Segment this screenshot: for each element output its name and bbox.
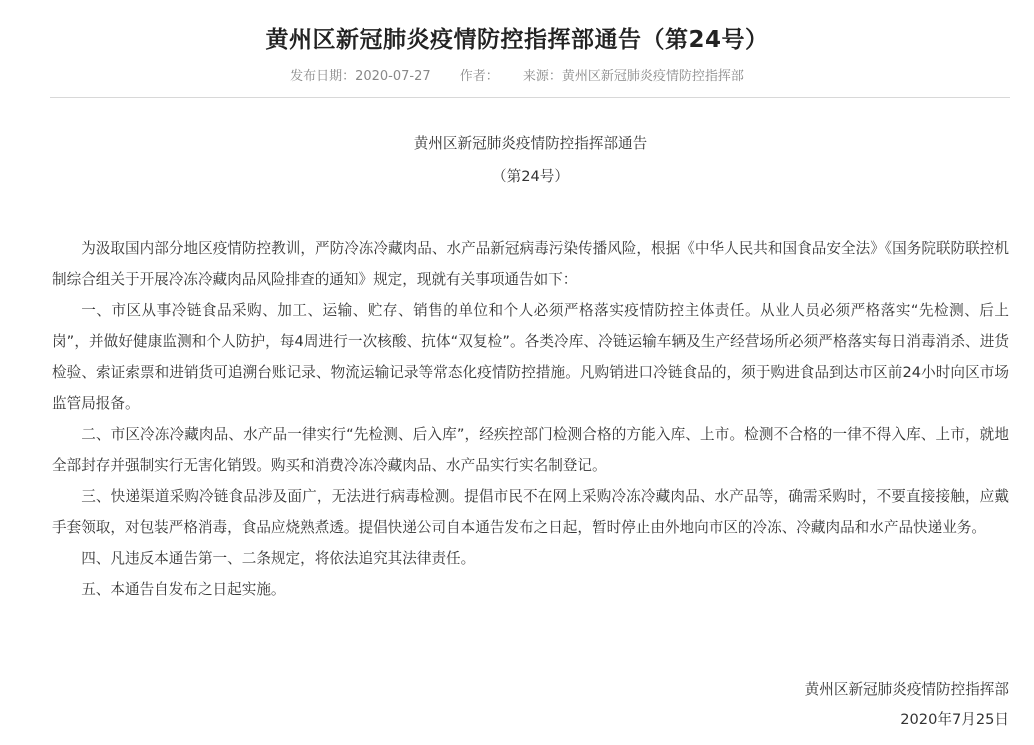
paragraph-intro: 为汲取国内部分地区疫情防控教训，严防冷冻冷藏肉品、水产品新冠病毒污染传播风险，根据《中华人民共和国食品安全法》《国务院联防联控机制综合组关于开展冷冻冷藏肉品风险排查的通知》规定，现就有关事项通告如下： [52, 240, 1009, 288]
article-title: 黄州区新冠肺炎疫情防控指挥部通告（第24号） [265, 27, 769, 53]
notice-number: （第24号） [492, 168, 569, 185]
article-content [52, 128, 1009, 605]
source: 来源：黄州区新冠肺炎疫情防控指挥部 [522, 69, 744, 84]
paragraph-item-2: 二、市区冷冻冷藏肉品、水产品一律实行“先检测、后入库”，经疾控部门检测合格的方能入库、上市。检测不合格的一律不得入库、上市，就地全部封存并强制实行无害化销毁。购买和消费冷冻冷藏肉品、水产品实行实名制登记。 [52, 426, 1009, 474]
signature-date: 2020年7月25日 [900, 711, 1009, 728]
paragraph-item-5: 五、本通告自发布之日起实施。 [81, 581, 286, 598]
paragraph-item-1: 一、市区从事冷链食品采购、加工、运输、贮存、销售的单位和个人必须严格落实疫情防控主体责任。从业人员必须严格落实“先检测、后上岗”，并做好健康监测和个人防护，每4周进行一次核酸、抗体“双复检”。各类冷库、冷链运输车辆及生产经营场所必须严格落实每日消毒消杀、进货检验、索证索票和进销货可追溯台账记录、物流运输记录等常态化疫情防控措施。凡购销进口冷链食品的，须于购进食品到达市区前24小时向区市场监管局报备。 [52, 302, 1009, 412]
notice-title: 黄州区新冠肺炎疫情防控指挥部通告 [413, 135, 648, 152]
article-meta [0, 67, 1034, 87]
content-spacer [52, 192, 1009, 233]
signature-org: 黄州区新冠肺炎疫情防控指挥部 [804, 681, 1009, 698]
header-divider [50, 97, 1010, 98]
paragraph-item-3: 三、快递渠道采购冷链食品涉及面广，无法进行病毒检测。提倡市民不在网上采购冷冻冷藏肉品、水产品等，确需采购时，不要直接接触，应戴手套领取，对包装严格消毒，食品应烧熟煮透。提倡快递公司自本通告发布之日起，暂时停止由外地向市区的冷冻、冷藏肉品和水产品快递业务。 [52, 488, 1009, 536]
author: 作者： [459, 69, 499, 84]
paragraph-item-4: 四、凡违反本通告第一、二条规定，将依法追究其法律责任。 [81, 550, 476, 567]
publish-date: 发布日期：2020-07-27 [290, 69, 431, 84]
